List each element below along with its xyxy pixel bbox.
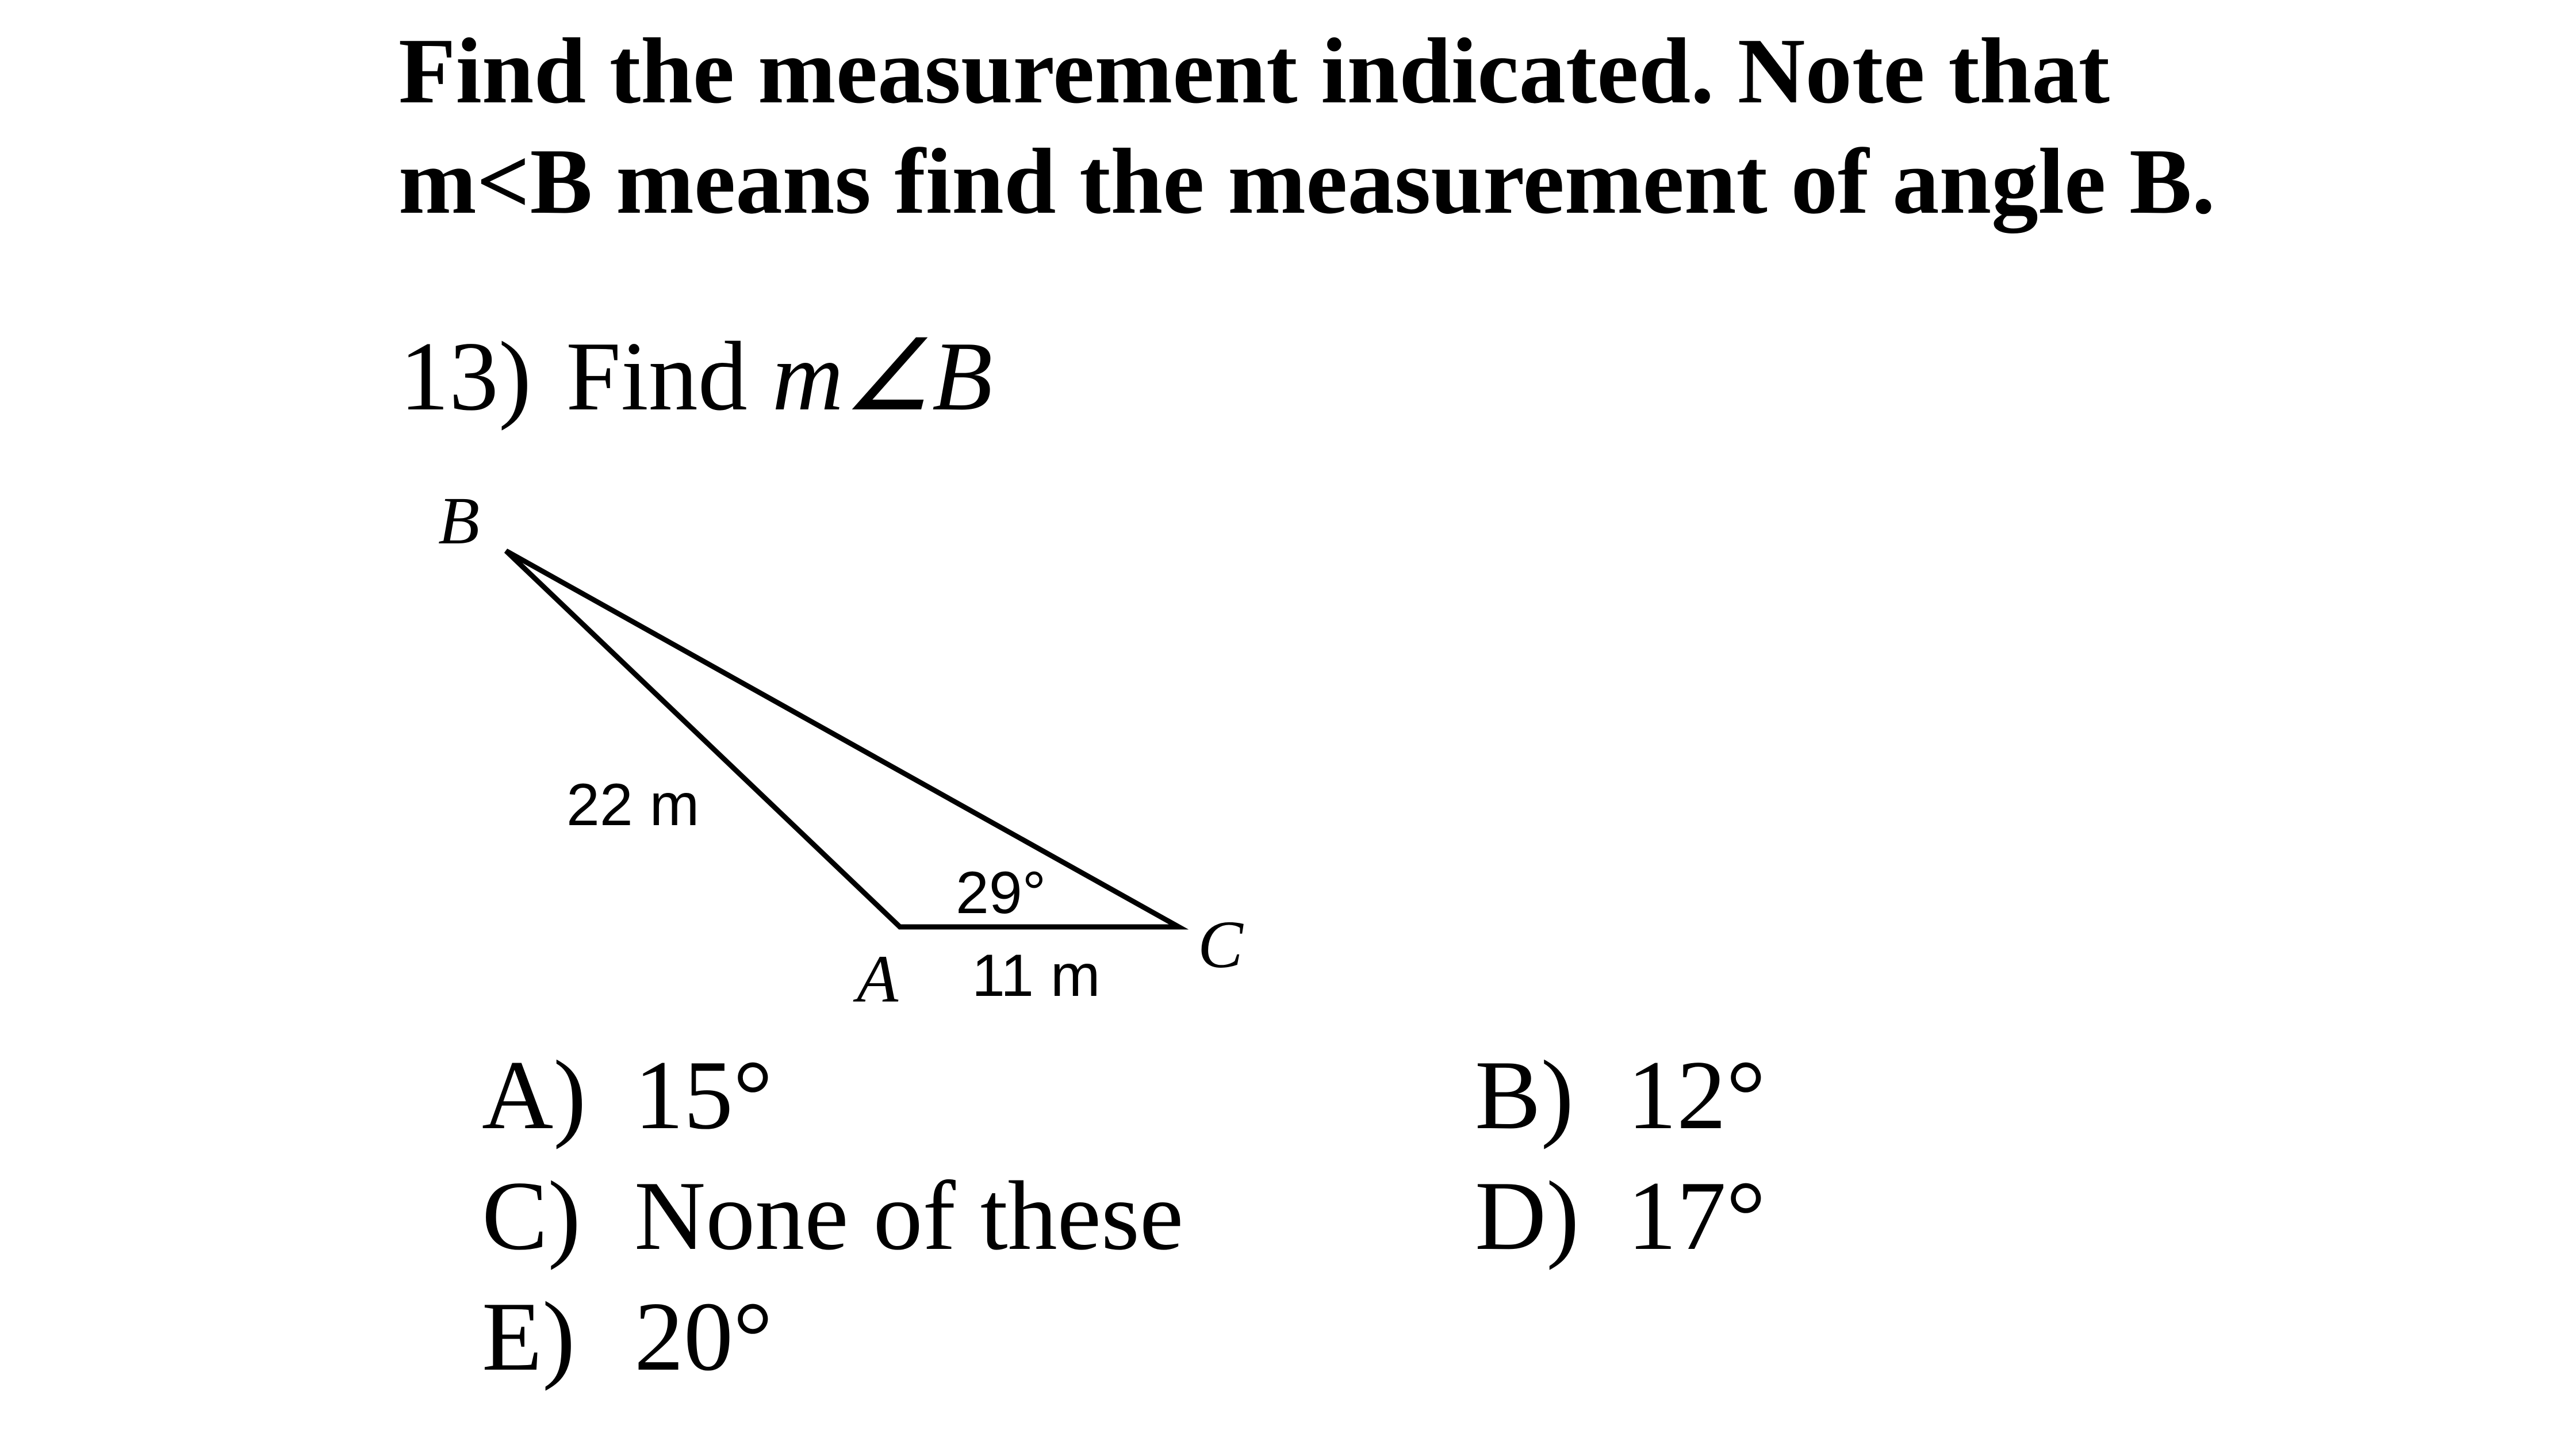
instructions-line-2: m<B means find the measurement of angle B. — [398, 130, 2215, 233]
choice-e-letter: E) — [482, 1282, 576, 1392]
choice-a[interactable] — [482, 1038, 773, 1153]
vertex-label-b: B — [438, 483, 480, 558]
choice-b[interactable] — [1475, 1038, 1766, 1153]
choice-d[interactable] — [1475, 1159, 1766, 1274]
choice-d-value: 17° — [1627, 1162, 1766, 1271]
choice-c[interactable] — [482, 1159, 1183, 1274]
question-13 — [400, 319, 992, 434]
choice-c-value: None of these — [634, 1162, 1184, 1271]
instructions-line-1: Find the measurement indicated. Note that — [398, 20, 2110, 123]
choice-a-letter: A) — [482, 1041, 586, 1150]
question-number: 13) — [400, 322, 532, 431]
choice-b-letter: B) — [1475, 1041, 1574, 1150]
choice-a-value: 15° — [634, 1041, 773, 1150]
vertex-label-a: A — [857, 941, 899, 1017]
angle-c-label: 29° — [956, 860, 1046, 926]
vertex-label-c: C — [1198, 907, 1243, 982]
choice-e-value: 20° — [634, 1282, 773, 1392]
choice-b-value: 12° — [1627, 1041, 1766, 1150]
side-ac-label: 11 m — [972, 942, 1101, 1009]
triangle-abc — [506, 551, 1179, 927]
question-prompt-math: m∠B — [772, 322, 993, 431]
choice-e[interactable] — [482, 1279, 773, 1394]
choice-d-letter: D) — [1475, 1162, 1580, 1271]
choice-c-letter: C) — [482, 1162, 581, 1271]
question-prompt-text: Find — [566, 322, 747, 431]
instructions-text — [398, 16, 2468, 237]
side-ab-label: 22 m — [566, 772, 700, 838]
